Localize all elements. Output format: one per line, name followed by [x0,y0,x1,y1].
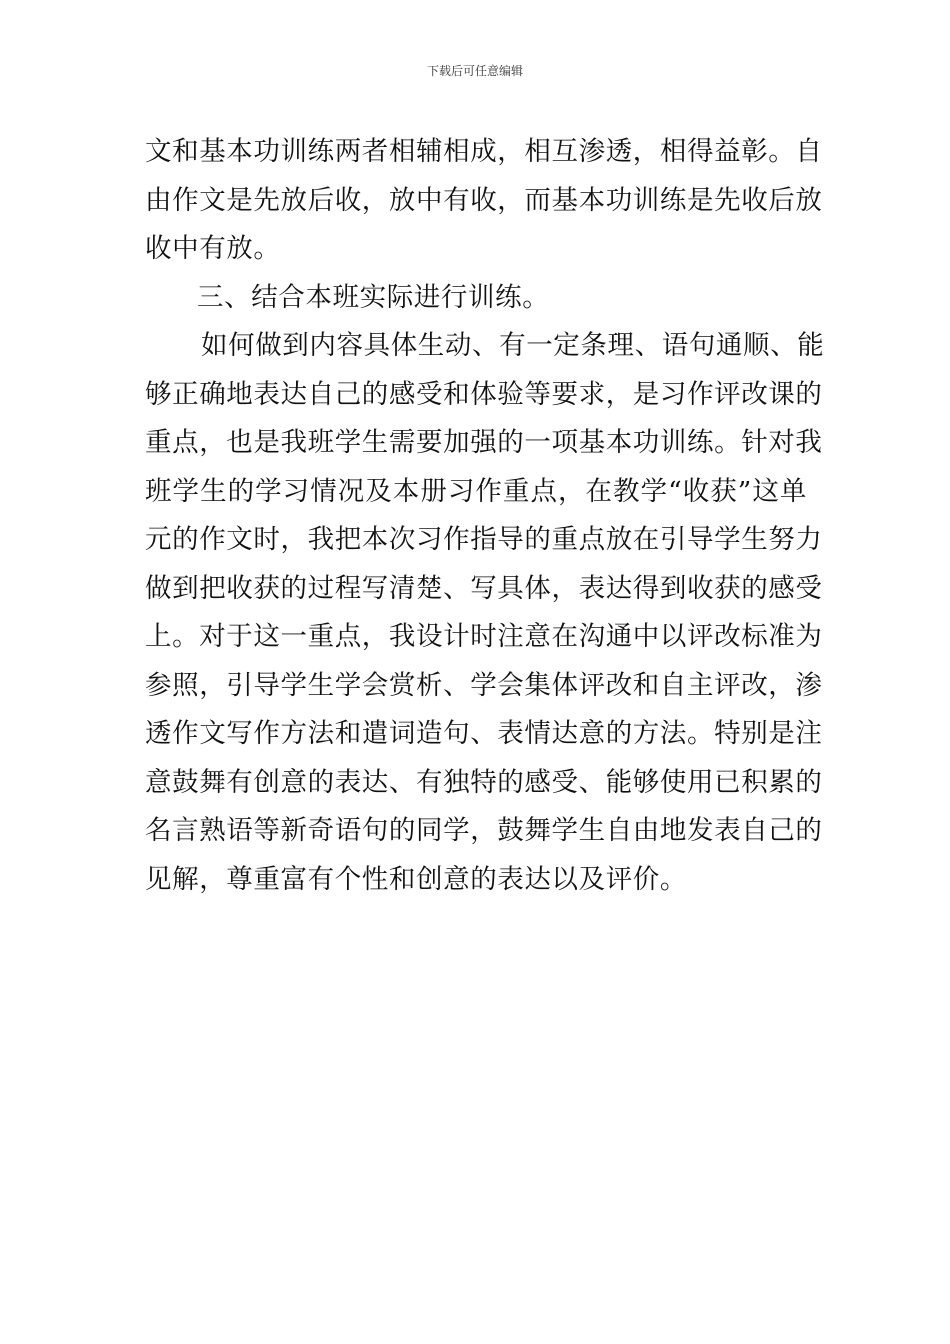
text-line: 名言熟语等新奇语句的同学，鼓舞学生自由地发表自己的 [145,815,823,846]
text-line: 文和基本功训练两者相辅相成，相互渗透，相得益彰。自 [145,136,823,167]
page-header: 下载后可任意编辑 [426,64,523,78]
text-line: 做到把收获的过程写清楚、写具体，表达得到收获的感受 [145,572,823,604]
paragraph-2 [145,274,807,323]
paragraph-3 [145,322,825,904]
text-line: 上。对于这一重点，我设计时注意在沟通中以评改标准为 [145,621,823,652]
text-line: 够正确地表达自己的感受和体验等要求，是习作评改课的 [145,378,823,410]
text-line: 参照，引导学生学会赏析、学会集体评改和自主评改，渗 [145,669,823,701]
text-line: 元的作文时，我把本次习作指导的重点放在引导学生努力 [145,524,823,555]
text-line: 由作文是先放后收，放中有收，而基本功训练是先收后放 [145,184,823,216]
text-line: 重点，也是我班学生需要加强的一项基本功训练。针对我 [145,427,823,458]
text-line: 班学生的学习情况及本册习作重点，在教学“收获”这单 [145,475,807,507]
text-line: 见解，尊重富有个性和创意的表达以及评价。 [145,863,687,895]
section-heading: 三、结合本班实际进行训练。 [197,281,550,313]
text-line: 透作文写作方法和遣词造句、表情达意的方法。特别是注 [145,718,823,749]
document-body [145,128,825,904]
text-line: 如何做到内容具体生动、有一定条理、语句通顺、能 [201,330,825,361]
paragraph-1 [145,128,823,274]
text-line: 意鼓舞有创意的表达、有独特的感受、能够使用已积累的 [145,766,823,798]
text-line: 收中有放。 [145,233,281,264]
